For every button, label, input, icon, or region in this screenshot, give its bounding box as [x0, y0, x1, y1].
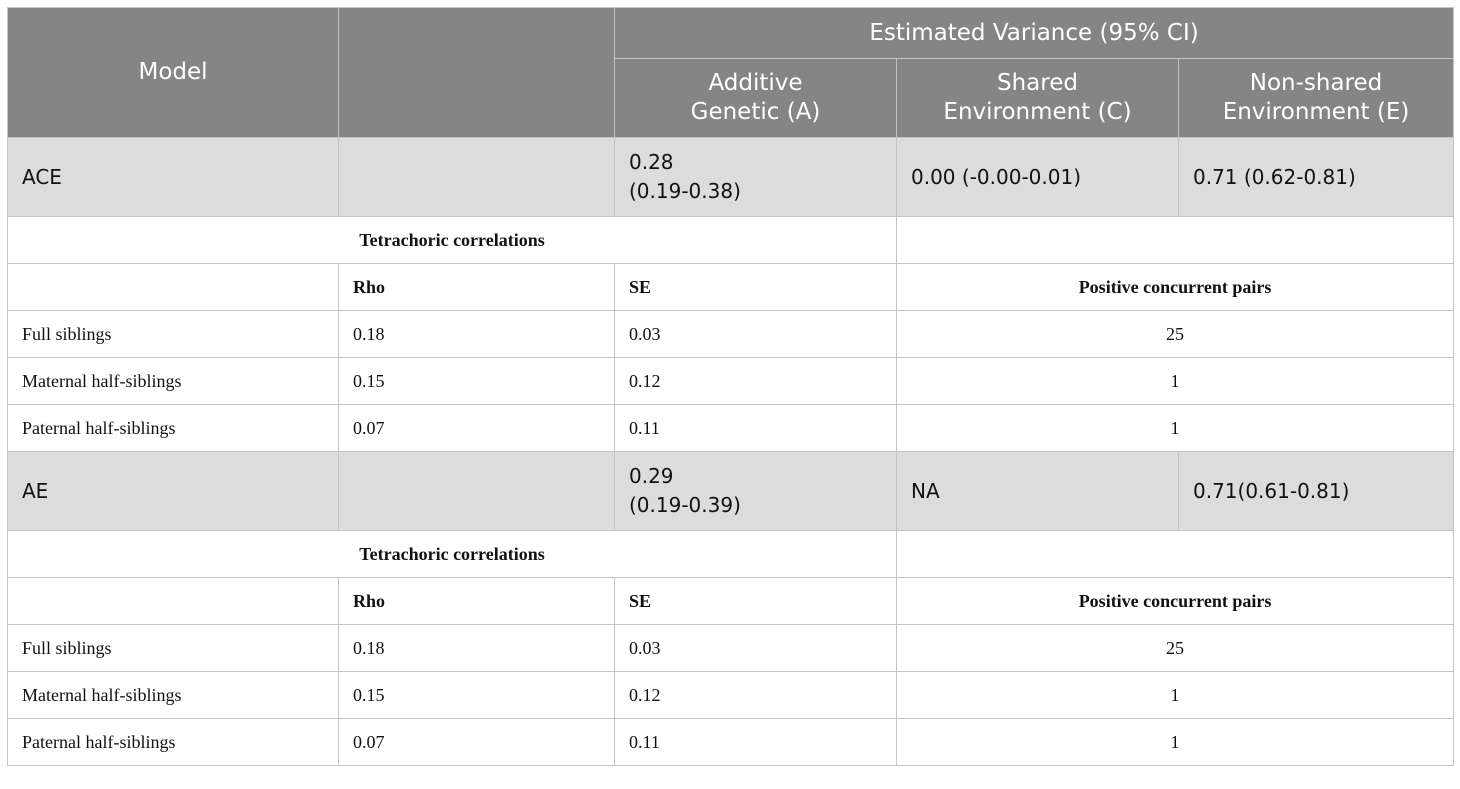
rho-header: Rho	[339, 578, 615, 625]
section-blank	[897, 531, 1454, 578]
table-row	[8, 405, 1454, 452]
table-row	[8, 625, 1454, 672]
header-c-line2: Environment (C)	[943, 99, 1132, 125]
header-c-line1: Shared	[997, 70, 1078, 96]
se-value: 0.11	[615, 405, 897, 452]
section-label-row	[8, 531, 1454, 578]
pairs-value: 1	[897, 719, 1454, 766]
pairs-value: 1	[897, 672, 1454, 719]
section-blank	[897, 217, 1454, 264]
a-estimate	[615, 138, 897, 217]
model-name: ACE	[8, 138, 339, 217]
model-row-ae	[8, 452, 1454, 531]
se-value: 0.03	[615, 311, 897, 358]
pairs-header: Positive concurrent pairs	[897, 578, 1454, 625]
header-e-line2: Environment (E)	[1222, 99, 1410, 125]
rho-header: Rho	[339, 264, 615, 311]
shared-environment-header	[897, 59, 1179, 138]
se-value: 0.11	[615, 719, 897, 766]
additive-genetic-header	[615, 59, 897, 138]
model-row-ace	[8, 138, 1454, 217]
se-value: 0.12	[615, 358, 897, 405]
rho-value: 0.15	[339, 358, 615, 405]
relation-label: Full siblings	[8, 311, 339, 358]
tetrachoric-label: Tetrachoric correlations	[8, 531, 897, 578]
sub-header-row	[8, 578, 1454, 625]
model-name: AE	[8, 452, 339, 531]
nonshared-environment-header	[1179, 59, 1454, 138]
sub-header-row	[8, 264, 1454, 311]
rho-value: 0.15	[339, 672, 615, 719]
relation-label: Paternal half-siblings	[8, 405, 339, 452]
a-ci: (0.19-0.38)	[629, 179, 741, 203]
header-a-line1: Additive	[708, 70, 803, 96]
se-value: 0.12	[615, 672, 897, 719]
c-estimate: NA	[897, 452, 1179, 531]
table-row	[8, 719, 1454, 766]
relation-label: Maternal half-siblings	[8, 358, 339, 405]
blank-header	[339, 8, 615, 138]
table-row	[8, 358, 1454, 405]
a-value: 0.28	[629, 150, 674, 174]
table-row	[8, 311, 1454, 358]
e-estimate: 0.71(0.61-0.81)	[1179, 452, 1454, 531]
pairs-header: Positive concurrent pairs	[897, 264, 1454, 311]
rho-value: 0.18	[339, 625, 615, 672]
relation-label: Full siblings	[8, 625, 339, 672]
estimated-variance-header: Estimated Variance (95% CI)	[615, 8, 1454, 59]
rho-value: 0.07	[339, 719, 615, 766]
a-value: 0.29	[629, 464, 674, 488]
rho-value: 0.18	[339, 311, 615, 358]
e-estimate: 0.71 (0.62-0.81)	[1179, 138, 1454, 217]
sub-header-blank	[8, 578, 339, 625]
pairs-value: 1	[897, 405, 1454, 452]
se-header: SE	[615, 578, 897, 625]
model-blank	[339, 452, 615, 531]
header-e-line1: Non-shared	[1249, 70, 1383, 96]
pairs-value: 1	[897, 358, 1454, 405]
relation-label: Paternal half-siblings	[8, 719, 339, 766]
c-estimate: 0.00 (-0.00-0.01)	[897, 138, 1179, 217]
variance-table	[7, 7, 1454, 766]
sub-header-blank	[8, 264, 339, 311]
tetrachoric-label: Tetrachoric correlations	[8, 217, 897, 264]
header-a-line2: Genetic (A)	[690, 99, 821, 125]
model-blank	[339, 138, 615, 217]
model-header: Model	[8, 8, 339, 138]
pairs-value: 25	[897, 311, 1454, 358]
relation-label: Maternal half-siblings	[8, 672, 339, 719]
pairs-value: 25	[897, 625, 1454, 672]
a-ci: (0.19-0.39)	[629, 493, 741, 517]
se-value: 0.03	[615, 625, 897, 672]
a-estimate	[615, 452, 897, 531]
table-row	[8, 672, 1454, 719]
rho-value: 0.07	[339, 405, 615, 452]
header-row-1	[8, 8, 1454, 59]
se-header: SE	[615, 264, 897, 311]
section-label-row	[8, 217, 1454, 264]
